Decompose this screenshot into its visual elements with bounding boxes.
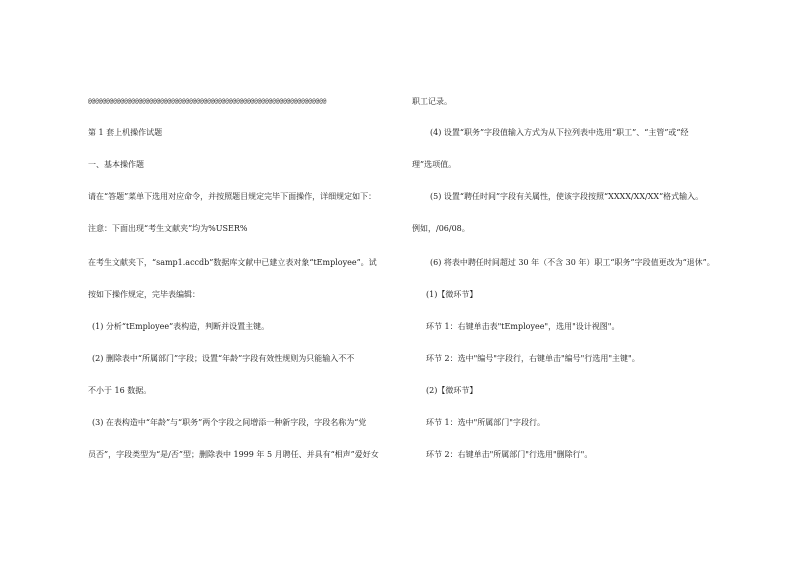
task-item-3-line-3: 职工记录。: [412, 97, 452, 106]
task-item-4-line-1: (4) 设置“职务”字段值输入方式为从下拉列表中选用“职工”、“主管”或“经: [430, 128, 689, 137]
note-paragraph: 注意：下面出现“考生文献夹”均为%USER%: [88, 224, 248, 233]
task-item-3-line-2: 员否”，字段类型为“是/否”型；删除表中 1999 年 5 月聘任、并具有“相声”爱好女: [88, 450, 379, 459]
step-2-2: 环节 2：右键单击"所属部门"行选用"删除行"。: [426, 450, 593, 459]
instruction-paragraph: 请在“答题”菜单下选用对应命令，并按照题目规定完毕下面操作，详细规定如下：: [88, 192, 377, 201]
task-item-5-line-1: (5) 设置“聘任时间”字段有关属性，使该字段按照“XXXX/XX/XX”格式输入。: [430, 192, 704, 201]
task-item-1: (1) 分析“tEmployee”表构造，判断并设置主键。: [92, 322, 270, 331]
step-heading-2: (2)【微环节】: [426, 386, 478, 395]
exam-title: 第 1 套上机操作试题: [88, 128, 163, 137]
task-item-3-line-1: (3) 在表构造中“年龄”与“职务”两个字段之间增添一种新字段，字段名称为“党: [92, 418, 367, 427]
separator-line: @@@@@@@@@@@@@@@@@@@@@@@@@@@@@@@@@@@@@@@@@@@@@@@@@@@@@@@@@@@@@@@@@@: [88, 98, 327, 105]
task-item-5-line-2: 例如，/06/08。: [412, 224, 470, 233]
step-1-2: 环节 2：选中"编号"字段行，右键单击"编号"行选用"主键"。: [426, 354, 640, 363]
task-item-4-line-2: 理”选项值。: [412, 160, 457, 169]
section-heading: 一、基本操作题: [88, 160, 144, 169]
step-1-1: 环节 1：右键单击表"tEmployee"，选用"设计视图"。: [426, 322, 620, 331]
step-heading-1: (1)【微环节】: [426, 290, 478, 299]
task-intro-line-1: 在考生文献夹下，“samp1.accdb”数据库文献中已建立表对象“tEmployee”。试: [88, 258, 377, 267]
step-2-1: 环节 1：选中"所属部门"字段行。: [426, 418, 545, 427]
task-item-6: (6) 将表中聘任时间超过 30 年（不含 30 年）职工“职务”字段值更改为“退休”。: [430, 258, 715, 267]
task-intro-line-2: 按如下操作规定，完毕表编辑：: [88, 290, 200, 299]
task-item-2-line-1: (2) 删除表中“所属部门”字段；设置“年龄”字段有效性规则为只能输入不不: [92, 354, 355, 363]
task-item-2-line-2: 不小于 16 数据。: [88, 386, 152, 395]
